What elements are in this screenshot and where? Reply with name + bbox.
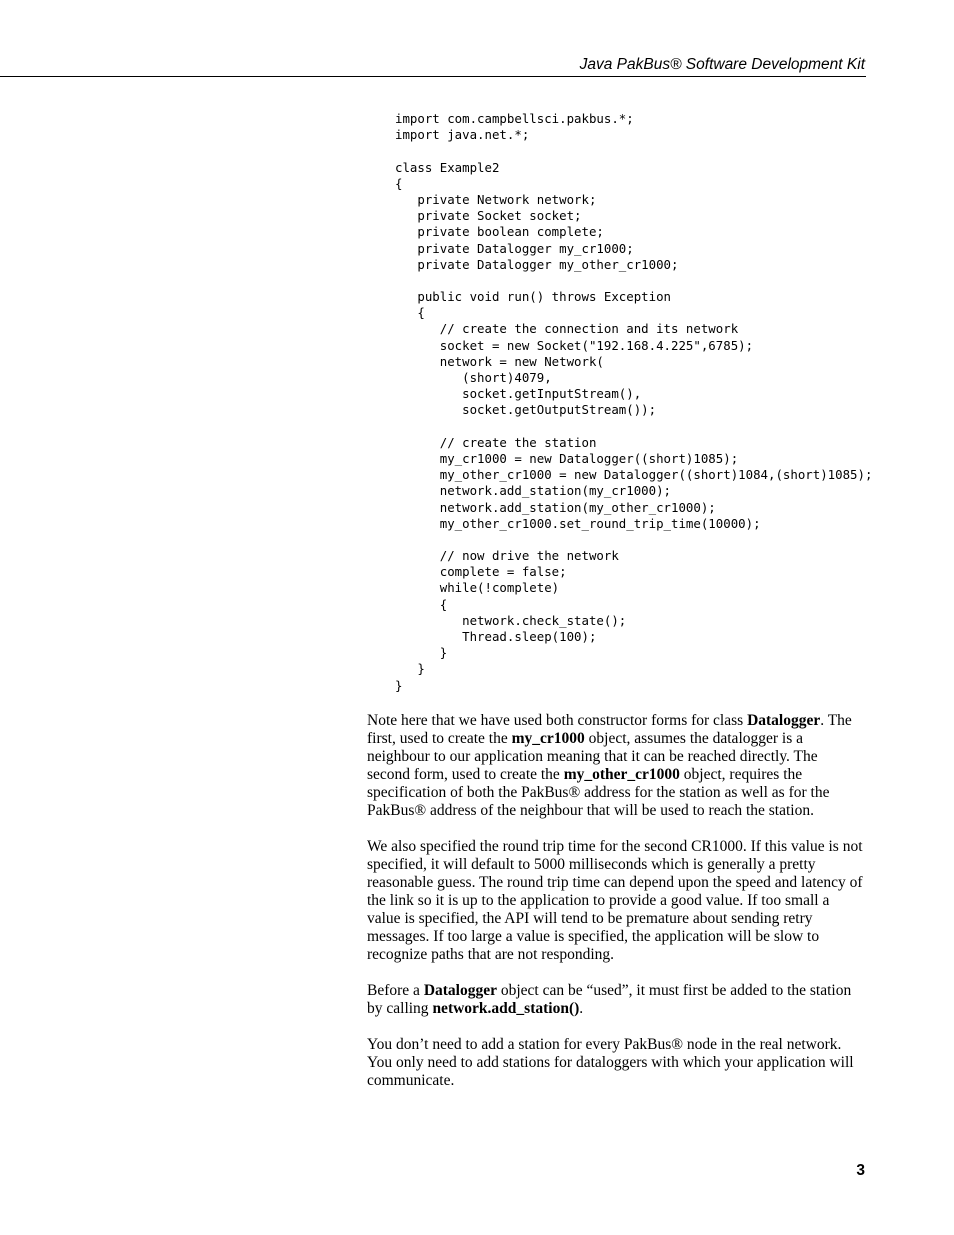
- p1-text-4: object, requires the specification of both the PakBus® address for the station as well as for the PakBus® address of the neighbour that will be used to reach the station.: [367, 766, 830, 819]
- body-text: [367, 712, 863, 1108]
- p3-bold-add-station: network.add_station(): [432, 1000, 580, 1017]
- code-line-4: class Example2: [395, 159, 500, 175]
- code-line-12: public void run() throws Exception: [395, 289, 672, 305]
- p1-bold-datalogger: Datalogger: [747, 712, 821, 729]
- code-line-2: import java.net.*;: [395, 127, 530, 143]
- code-line-27: [395, 532, 872, 548]
- code-line-35: }: [395, 661, 425, 677]
- paragraph-add-station: [367, 982, 863, 1018]
- code-line-1: import com.campbellsci.pakbus.*;: [395, 111, 634, 126]
- code-line-28: // now drive the network: [395, 548, 619, 564]
- code-line-22: my_cr1000 = new Datalogger((short)1085);: [395, 450, 739, 466]
- code-line-32: network.check_state();: [395, 612, 627, 628]
- paragraph-stations-needed: You don’t need to add a station for every PakBus® node in the real network. You only need to add stations for dataloggers with which your application will communicate.: [367, 1036, 854, 1089]
- code-line-11: [395, 273, 872, 289]
- p1-bold-my-other-cr1000: my_other_cr1000: [563, 766, 680, 783]
- p1-text-2: . The first, used to create the: [367, 712, 852, 747]
- code-line-30: while(!complete): [395, 580, 560, 596]
- code-line-29: complete = false;: [395, 564, 567, 580]
- code-line-21: // create the station: [395, 434, 597, 450]
- code-line-24: network.add_station(my_cr1000);: [395, 483, 672, 499]
- code-line-10: private Datalogger my_other_cr1000;: [395, 256, 679, 272]
- code-line-8: private boolean complete;: [395, 224, 604, 240]
- p1-text-1: Note here that we have used both constructor forms for class: [367, 712, 748, 729]
- paragraph-constructor-forms: [367, 712, 863, 820]
- code-line-3: [395, 143, 872, 159]
- code-line-23: my_other_cr1000 = new Datalogger((short)1084,(short)1085);: [395, 467, 873, 483]
- code-line-7: private Socket socket;: [395, 208, 582, 224]
- code-line-6: private Network network;: [395, 191, 597, 207]
- code-line-25: network.add_station(my_other_cr1000);: [395, 499, 716, 515]
- code-line-33: Thread.sleep(100);: [395, 629, 597, 644]
- p3-text-1: Before a: [367, 982, 424, 999]
- p3-text-3: .: [579, 1000, 584, 1017]
- p3-bold-datalogger: Datalogger: [423, 982, 497, 999]
- code-line-5: {: [395, 175, 403, 191]
- p3-text-2: object can be “used”, it must first be added to the station by calling: [367, 982, 852, 1017]
- code-line-18: socket.getInputStream(),: [395, 386, 642, 402]
- paragraph-round-trip-time: We also specified the round trip time for the second CR1000. If this value is not specified, it will default to 5000 milliseconds which is generally a pretty reasonable guess. The round trip time can depend upon the speed and latency of the link so it is up to the application to provide a good value. If too small a value is specified, the API will tend to be premature about sending retry messages. If too large a value is specified, the application will be slow to recognize paths that are not responding.: [367, 838, 863, 963]
- code-line-19: socket.getOutputStream());: [395, 402, 657, 418]
- p1-bold-my-cr1000: my_cr1000: [511, 730, 585, 747]
- page-number: 3: [856, 1162, 865, 1179]
- code-line-26: my_other_cr1000.set_round_trip_time(10000);: [395, 515, 761, 531]
- code-line-17: (short)4079,: [395, 370, 552, 385]
- code-line-15: socket = new Socket("192.168.4.225",6785);: [395, 337, 754, 353]
- code-listing: [395, 111, 872, 694]
- header-rule: [0, 76, 866, 77]
- code-line-31: {: [395, 596, 448, 612]
- code-line-9: private Datalogger my_cr1000;: [395, 240, 634, 256]
- code-line-34: }: [395, 645, 448, 661]
- code-line-14: // create the connection and its network: [395, 321, 739, 337]
- running-header: Java PakBus® Software Development Kit: [579, 56, 865, 73]
- p1-text-3: object, assumes the datalogger is a neighbour to our application meaning that it can be reached directly. The second form, used to create the: [367, 730, 818, 783]
- code-line-20: [395, 419, 872, 435]
- code-line-13: {: [395, 305, 425, 321]
- code-line-16: network = new Network(: [395, 353, 604, 369]
- code-line-36: }: [395, 677, 403, 693]
